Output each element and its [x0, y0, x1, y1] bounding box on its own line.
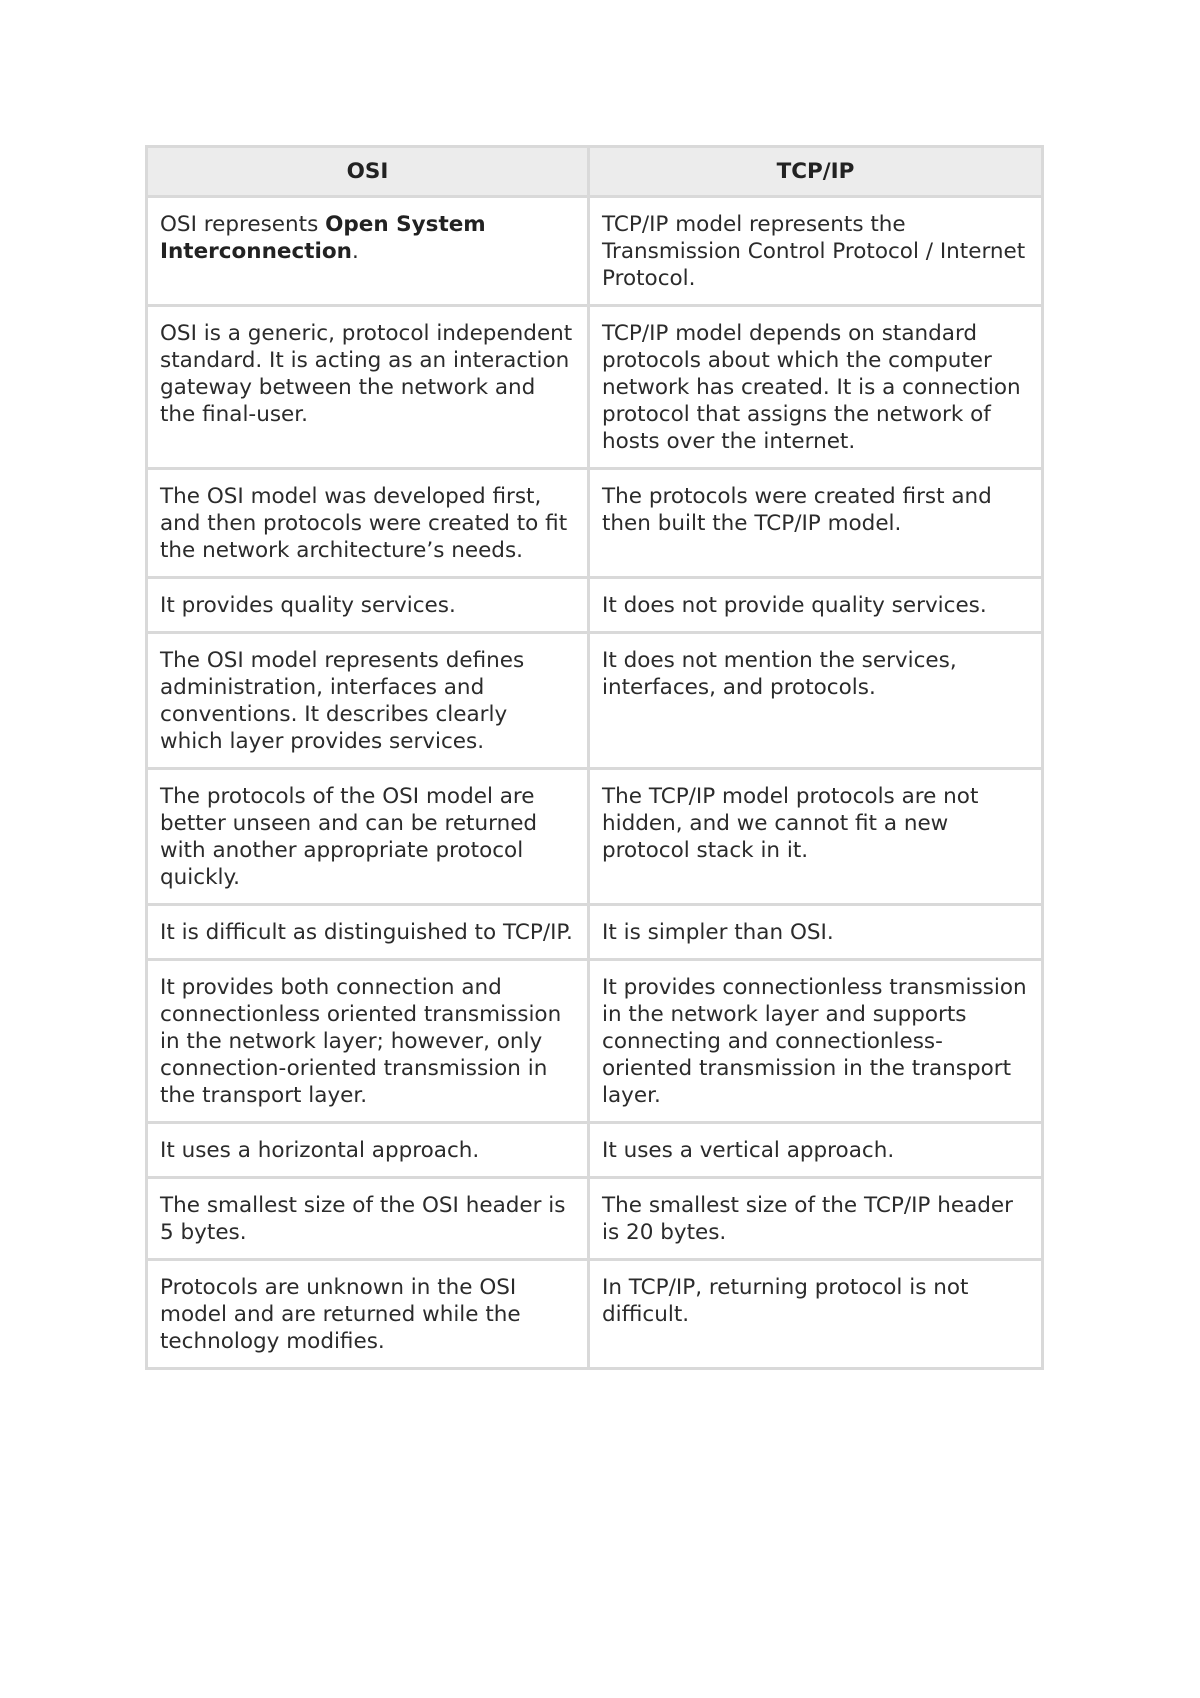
- table-row: [147, 905, 1043, 960]
- column-header-tcpip: TCP/IP: [589, 147, 1043, 197]
- table-row: [147, 1178, 1043, 1260]
- osi-cell: The protocols of the OSI model are better unseen and can be returned with another appropriate protocol quickly.: [147, 769, 589, 905]
- column-header-osi: OSI: [147, 147, 589, 197]
- tcpip-cell: The protocols were created first and then built the TCP/IP model.: [589, 469, 1043, 578]
- table-row: [147, 578, 1043, 633]
- table-row: [147, 469, 1043, 578]
- osi-cell-prefix: OSI represents: [160, 212, 326, 237]
- osi-cell: It uses a horizontal approach.: [147, 1123, 589, 1178]
- tcpip-cell: It uses a vertical approach.: [589, 1123, 1043, 1178]
- osi-cell: The smallest size of the OSI header is 5 bytes.: [147, 1178, 589, 1260]
- osi-vs-tcpip-table: [145, 145, 1044, 1370]
- table-row: [147, 197, 1043, 306]
- tcpip-cell: It does not provide quality services.: [589, 578, 1043, 633]
- tcpip-cell: In TCP/IP, returning protocol is not difficult.: [589, 1260, 1043, 1369]
- tcpip-cell: The smallest size of the TCP/IP header is 20 bytes.: [589, 1178, 1043, 1260]
- osi-cell-bold: Open System Interconnection: [160, 212, 486, 264]
- table-row: [147, 1123, 1043, 1178]
- table-row: [147, 960, 1043, 1123]
- tcpip-cell: It is simpler than OSI.: [589, 905, 1043, 960]
- tcpip-cell: The TCP/IP model protocols are not hidden, and we cannot fit a new protocol stack in it.: [589, 769, 1043, 905]
- osi-cell: It provides quality services.: [147, 578, 589, 633]
- table-header-row: [147, 147, 1043, 197]
- osi-cell-suffix: .: [351, 239, 359, 264]
- osi-cell: It provides both connection and connectionless oriented transmission in the network layer; however, only connection-oriented transmission in the transport layer.: [147, 960, 589, 1123]
- osi-cell: [147, 197, 589, 306]
- table-row: [147, 769, 1043, 905]
- tcpip-cell: TCP/IP model depends on standard protocols about which the computer network has created. It is a connection protocol that assigns the network of hosts over the internet.: [589, 306, 1043, 469]
- osi-cell: The OSI model was developed first, and then protocols were created to fit the network architecture’s needs.: [147, 469, 589, 578]
- table-row: [147, 1260, 1043, 1369]
- osi-cell: It is difficult as distinguished to TCP/IP.: [147, 905, 589, 960]
- table-row: [147, 306, 1043, 469]
- tcpip-cell: It does not mention the services, interfaces, and protocols.: [589, 633, 1043, 769]
- tcpip-cell: It provides connectionless transmission in the network layer and supports connecting and connectionless-oriented transmission in the transport layer.: [589, 960, 1043, 1123]
- osi-cell: Protocols are unknown in the OSI model and are returned while the technology modifies.: [147, 1260, 589, 1369]
- table-row: [147, 633, 1043, 769]
- tcpip-cell: TCP/IP model represents the Transmission Control Protocol / Internet Protocol.: [589, 197, 1043, 306]
- osi-cell: The OSI model represents defines administration, interfaces and conventions. It describes clearly which layer provides services.: [147, 633, 589, 769]
- osi-cell: OSI is a generic, protocol independent standard. It is acting as an interaction gateway between the network and the final-user.: [147, 306, 589, 469]
